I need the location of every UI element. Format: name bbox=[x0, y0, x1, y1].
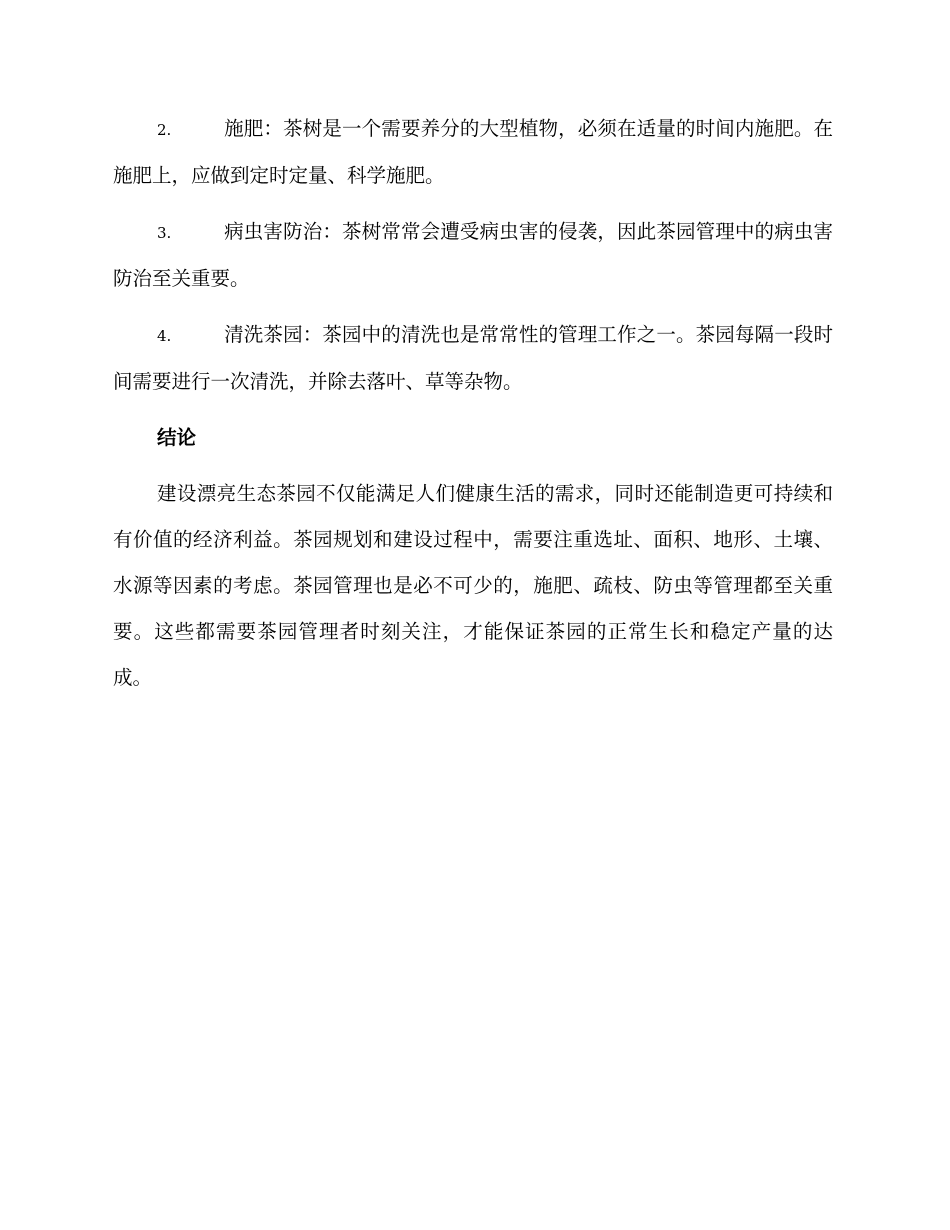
list-number: 4. bbox=[157, 327, 172, 345]
list-item-pest-control bbox=[113, 209, 833, 302]
list-item-text: 施肥：茶树是一个需要养分的大型植物，必须在适量的时间内施肥。在施肥上，应做到定时定量、科学施肥。 bbox=[113, 117, 833, 187]
list-number: 2. bbox=[157, 121, 172, 139]
list-item-text: 病虫害防治：茶树常常会遭受病虫害的侵袭，因此茶园管理中的病虫害防治至关重要。 bbox=[113, 220, 833, 290]
list-item-fertilizing bbox=[113, 106, 833, 199]
conclusion-heading: 结论 bbox=[157, 426, 197, 449]
document-page bbox=[113, 106, 833, 701]
list-item-text: 清洗茶园：茶园中的清洗也是常常性的管理工作之一。茶园每隔一段时间需要进行一次清洗，并除去落叶、草等杂物。 bbox=[113, 323, 833, 393]
conclusion-paragraph: 建设漂亮生态茶园不仅能满足人们健康生活的需求，同时还能制造更可持续和有价值的经济利益。茶园规划和建设过程中，需要注重选址、面积、地形、土壤、水源等因素的考虑。茶园管理也是必不可少的，施肥、疏枝、防虫等管理都至关重要。这些都需要茶园管理者时刻关注，才能保证茶园的正常生长和稳定产量的达成。 bbox=[113, 482, 833, 689]
list-number: 3. bbox=[157, 224, 172, 242]
list-item-cleaning bbox=[113, 312, 833, 405]
